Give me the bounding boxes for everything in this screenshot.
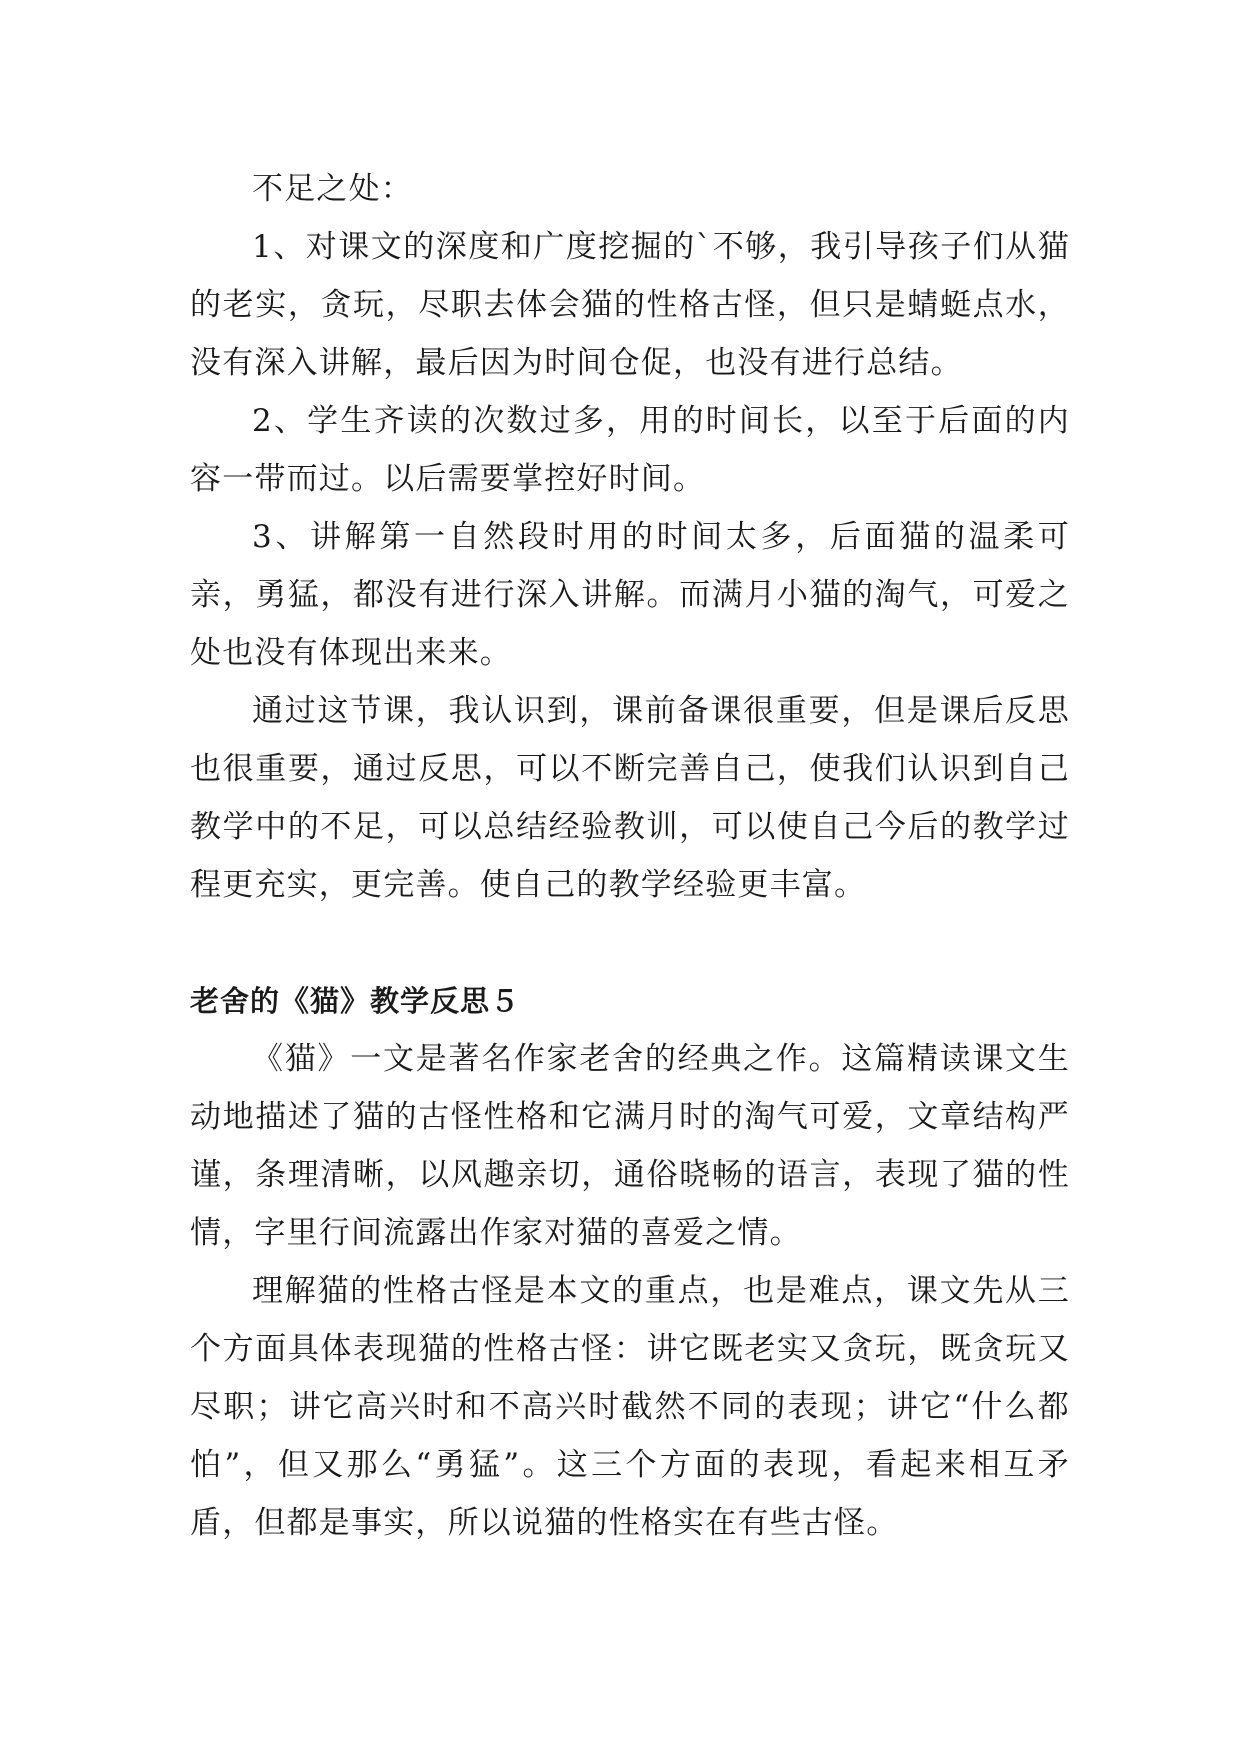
paragraph-intro: 《猫》一文是著名作家老舍的经典之作。这篇精读课文生动地描述了猫的古怪性格和它满月时的淘气可爱，文章结构严谨，条理清晰，以风趣亲切，通俗晓畅的语言，表现了猫的性情，字里行间流露出作家对猫的喜爱之情。	[190, 1041, 1070, 1251]
paragraph-point-3: 3、讲解第一自然段时用的时间太多，后面猫的温柔可亲，勇猛，都没有进行深入讲解。而满月小猫的淘气，可爱之处也没有体现出来来。	[190, 519, 1070, 671]
document-page	[190, 160, 1070, 1552]
paragraph-point-1: 1、对课文的深度和广度挖掘的`不够，我引导孩子们从猫的老实，贪玩，尽职去体会猫的性格古怪，但只是蜻蜓点水，没有深入讲解，最后因为时间仓促，也没有进行总结。	[190, 229, 1070, 381]
paragraph-shortcomings-heading: 不足之处：	[252, 171, 413, 207]
section-heading-block	[190, 972, 1070, 1030]
paragraph-point-2: 2、学生齐读的次数过多，用的时间长，以至于后面的内容一带而过。以后需要掌控好时间。	[190, 403, 1070, 497]
section-title: 老舍的《猫》教学反思５	[190, 984, 521, 1018]
paragraph-analysis: 理解猫的性格古怪是本文的重点，也是难点，课文先从三个方面具体表现猫的性格古怪：讲它既老实又贪玩，既贪玩又尽职；讲它高兴时和不高兴时截然不同的表现；讲它“什么都怕”，但又那么“勇猛”。这三个方面的表现，看起来相互矛盾，但都是事实，所以说猫的性格实在有些古怪。	[190, 1273, 1070, 1541]
paragraph-conclusion: 通过这节课，我认识到，课前备课很重要，但是课后反思也很重要，通过反思，可以不断完善自己，使我们认识到自己教学中的不足，可以总结经验教训，可以使自己今后的教学过程更充实，更完善。使自己的教学经验更丰富。	[190, 693, 1070, 903]
